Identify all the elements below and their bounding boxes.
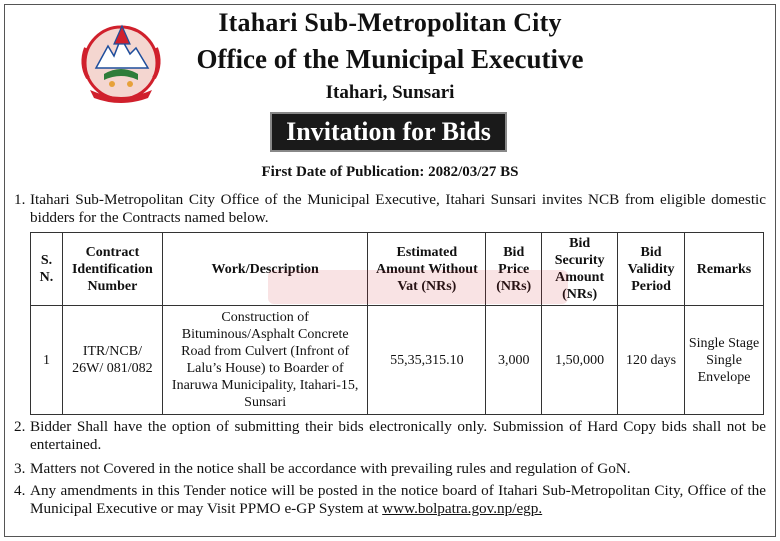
- col-header-bid-validity: Bid Validity Period: [618, 233, 685, 306]
- notice-title-banner: Invitation for Bids: [270, 112, 507, 152]
- clause-2: [14, 418, 766, 454]
- col-header-bid-price: Bid Price (NRs): [486, 233, 542, 306]
- col-header-estimated-amount: Estimated Amount Without Vat (NRs): [368, 233, 486, 306]
- clause-1: [14, 191, 766, 227]
- col-header-work-description: Work/Description: [162, 233, 368, 306]
- cell-bid-validity: 120 days: [618, 306, 685, 415]
- clause-3: [14, 460, 766, 478]
- clause-text: Bidder Shall have the option of submitting their bids electronically only. Submission of Hard Copy bids shall not be entertained.: [30, 418, 766, 453]
- table-row: [31, 306, 764, 415]
- clause-number: 3.: [14, 460, 26, 477]
- clause-number: 2.: [14, 418, 26, 435]
- cell-contract-id: ITR/NCB/ 26W/ 081/082: [62, 306, 162, 415]
- cell-bid-security: 1,50,000: [542, 306, 618, 415]
- col-header-remarks: Remarks: [685, 233, 764, 306]
- table-header-row: [31, 233, 764, 306]
- office-name: Office of the Municipal Executive: [196, 44, 584, 74]
- clause-text-container: [30, 482, 766, 518]
- clause-number: 4.: [14, 482, 26, 499]
- clause-number: 1.: [14, 191, 26, 208]
- clause-text: Any amendments in this Tender notice will be posted in the notice board of Itahari Sub-Metropolitan City, Office of the Municipal Executive or may Visit PPMO e-GP System at: [30, 482, 766, 517]
- clause-text: Itahari Sub-Metropolitan City Office of the Municipal Executive, Itahari Sunsari invites NCB from eligible domestic bidders for the Contracts named below.: [30, 191, 766, 226]
- office-location: Itahari, Sunsari: [325, 82, 455, 103]
- organization-name: Itahari Sub-Metropolitan City: [218, 8, 562, 37]
- contracts-table: [30, 232, 764, 415]
- col-header-bid-security: Bid Security Amount (NRs): [542, 233, 618, 306]
- cell-estimated-amount: 55,35,315.10: [368, 306, 486, 415]
- egp-portal-link[interactable]: www.bolpatra.gov.np/egp.: [382, 500, 543, 517]
- col-header-contract-id: Contract Identification Number: [62, 233, 162, 306]
- clause-4: [14, 482, 766, 518]
- col-header-sn: S. N.: [31, 233, 63, 306]
- cell-bid-price: 3,000: [486, 306, 542, 415]
- cell-sn: 1: [31, 306, 63, 415]
- cell-remarks: Single Stage Single Envelope: [685, 306, 764, 415]
- publication-date: First Date of Publication: 2082/03/27 BS: [261, 164, 519, 180]
- cell-work-description: Construction of Bituminous/Asphalt Concrete Road from Culvert (Infront of Lalu’s House) to Boarder of Inaruwa Municipality, Itahari-15, Sunsari: [162, 306, 368, 415]
- clause-text: Matters not Covered in the notice shall be accordance with prevailing rules and regulation of GoN.: [30, 460, 631, 477]
